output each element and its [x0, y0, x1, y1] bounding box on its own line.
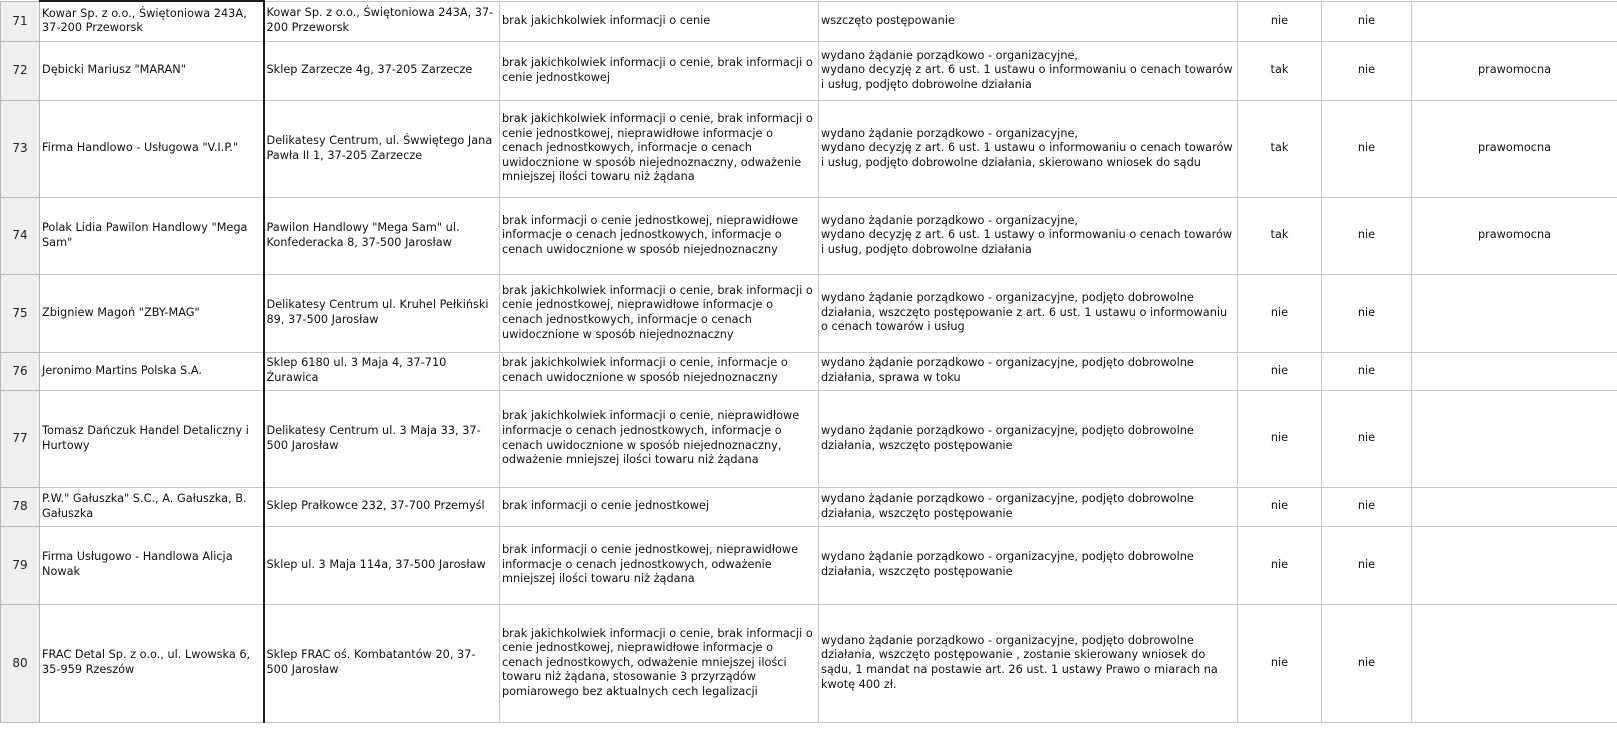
row-header[interactable]	[1, 1, 40, 41]
cell-company[interactable]	[40, 197, 264, 274]
cell-company-text: Zbigniew Magoń "ZBY-MAG"	[42, 305, 200, 319]
cell-actions-text: wydano żądanie porządkowo - organizacyjne, podjęto dobrowolne działania, wszczęto postępowanie	[821, 550, 1194, 578]
row-header-text: 74	[12, 228, 28, 243]
cell-company[interactable]	[40, 604, 264, 722]
cell-actions[interactable]	[819, 487, 1238, 526]
cell-status[interactable]	[1412, 1, 1617, 41]
cell-company-text: Tomasz Dańczuk Handel Detaliczny i Hurtowy	[42, 423, 249, 452]
cell-findings[interactable]	[500, 1, 819, 41]
row-header[interactable]	[1, 604, 40, 722]
cell-decision-text: tak	[1270, 141, 1289, 155]
cell-court[interactable]	[1322, 526, 1412, 604]
cell-shop-text: Delikatesy Centrum ul. 3 Maja 33, 37-500 Jarosław	[266, 423, 481, 452]
cell-decision[interactable]	[1238, 41, 1322, 100]
cell-court-text: nie	[1357, 228, 1376, 242]
cell-decision-text: nie	[1270, 499, 1289, 513]
cell-court-text: nie	[1357, 499, 1376, 513]
cell-findings[interactable]	[500, 526, 819, 604]
cell-company[interactable]	[40, 487, 264, 526]
cell-decision[interactable]	[1238, 197, 1322, 274]
cell-shop-text: Sklep ul. 3 Maja 114a, 37-500 Jarosław	[266, 557, 486, 571]
cell-findings-text: brak jakichkolwiek informacji o cenie, brak informacji o cenie jednostkowej, nieprawidłowe informacje o cenach jednostkowych, informacje o cenach uwidocznione w sposób niejednoznaczny, odważenie mniejszej ilości towaru niż żądana	[502, 112, 813, 184]
cell-findings[interactable]	[500, 487, 819, 526]
cell-decision[interactable]	[1238, 390, 1322, 487]
cell-company-text: P.W." Gałuszka" S.C., A. Gałuszka, B. Gałuszka	[42, 491, 247, 520]
table-row	[1, 100, 1617, 197]
cell-findings[interactable]	[500, 604, 819, 722]
row-header[interactable]	[1, 197, 40, 274]
cell-court[interactable]	[1322, 100, 1412, 197]
cell-company[interactable]	[40, 41, 264, 100]
cell-findings-text: brak jakichkolwiek informacji o cenie, brak informacji o cenie jednostkowej, nieprawidłowe informacje o cenach jednostkowych, informacje o cenach uwidocznione w sposób niejednoznaczny	[502, 283, 813, 341]
table-row	[1, 197, 1617, 274]
cell-decision-text: nie	[1270, 13, 1289, 27]
cell-decision-text: tak	[1270, 63, 1289, 77]
cell-actions[interactable]	[819, 41, 1238, 100]
cell-decision[interactable]	[1238, 352, 1322, 390]
cell-court[interactable]	[1322, 390, 1412, 487]
row-header[interactable]	[1, 274, 40, 352]
cell-decision[interactable]	[1238, 274, 1322, 352]
cell-company-text: Kowar Sp. z o.o., Świętoniowa 243A, 37-200 Przeworsk	[42, 6, 247, 35]
cell-actions[interactable]	[819, 197, 1238, 274]
row-header-text: 73	[12, 141, 28, 156]
cell-status[interactable]	[1412, 197, 1617, 274]
cell-shop-text: Delikatesy Centrum, ul. Śwwiętego Jana Pawła II 1, 37-205 Zarzecze	[266, 133, 493, 162]
row-header-text: 79	[12, 557, 28, 572]
cell-status[interactable]	[1412, 604, 1617, 722]
cell-findings[interactable]	[500, 274, 819, 352]
cell-company-text: Firma Usługowo - Handlowa Alicja Nowak	[42, 550, 233, 578]
cell-court-text: nie	[1357, 363, 1376, 377]
cell-shop[interactable]	[264, 197, 500, 274]
cell-company-text: Dębicki Mariusz "MARAN"	[42, 63, 186, 77]
cell-shop[interactable]	[264, 274, 500, 352]
cell-shop[interactable]	[264, 526, 500, 604]
cell-status-text: prawomocna	[1477, 141, 1552, 155]
cell-findings-text: brak informacji o cenie jednostkowej, nieprawidłowe informacje o cenach jednostkowych, informacje o cenach uwidocznione w sposób niejednoznaczny	[502, 213, 799, 256]
cell-actions-text: wydano żądanie porządkowo - organizacyjne, wydano decyzję z art. 6 ust. 1 ustawy o informowaniu o cenach towarów i usług, podjęto dobrowolne działania	[821, 213, 1233, 256]
cell-decision[interactable]	[1238, 604, 1322, 722]
cell-decision[interactable]	[1238, 487, 1322, 526]
row-header-text: 77	[12, 431, 28, 446]
cell-actions-text: wydano żądanie porządkowo - organizacyjne, wydano decyzję z art. 6 ust. 1 ustawu o informowaniu o cenach towarów i usług, podjęto dobrowolne działania, skierowano wniosek do sądu	[821, 126, 1233, 169]
table-row	[1, 604, 1617, 722]
cell-company[interactable]	[40, 352, 264, 390]
table-row	[1, 1, 1617, 41]
cell-decision-text: nie	[1270, 363, 1289, 377]
table-row	[1, 390, 1617, 487]
cell-court[interactable]	[1322, 41, 1412, 100]
cell-findings-text: brak jakichkolwiek informacji o cenie, nieprawidłowe informacje o cenach jednostkowych, informacje o cenach uwidocznione w sposób niejednoznaczny, odważenie mniejszej ilości towaru niż żądana	[502, 409, 800, 467]
cell-actions-text: wydano żądanie porządkowo - organizacyjne, podjęto dobrowolne działania, wszczęto postępowanie , zostanie skierowany wniosek do sądu, 1 mandat na postawie art. 26 ust. 1 ustawy Prawo o miarach na kwotę 400 zł.	[821, 633, 1218, 691]
cell-status[interactable]	[1412, 487, 1617, 526]
cell-findings[interactable]	[500, 352, 819, 390]
cell-status-text: prawomocna	[1477, 63, 1552, 77]
cell-actions-text: wydano żądanie porządkowo - organizacyjne, podjęto dobrowolne działania, wszczęto postępowanie	[821, 491, 1194, 520]
cell-shop[interactable]	[264, 100, 500, 197]
cell-findings-text: brak jakichkolwiek informacji o cenie, brak informacji o cenie jednostkowej	[502, 55, 813, 84]
cell-status[interactable]	[1412, 100, 1617, 197]
cell-shop-text: Pawilon Handlowy "Mega Sam" ul. Konfederacka 8, 37-500 Jarosław	[266, 220, 460, 249]
cell-shop[interactable]	[264, 352, 500, 390]
cell-company-text: FRAC Detal Sp. z o.o., ul. Lwowska 6, 35-959 Rzeszów	[42, 648, 251, 676]
cell-court-text: nie	[1357, 13, 1376, 27]
row-header-text: 76	[12, 363, 28, 378]
cell-actions-text: wydano żądanie porządkowo - organizacyjne, podjęto dobrowolne działania, wszczęto postępowanie z art. 6 ust. 1 ustawu o informowaniu o cenach towarów i usług	[821, 291, 1228, 334]
cell-company[interactable]	[40, 274, 264, 352]
cell-decision-text: nie	[1270, 557, 1289, 571]
cell-company-text: Polak Lidia Pawilon Handlowy "Mega Sam"	[42, 220, 248, 249]
cell-actions[interactable]	[819, 1, 1238, 41]
cell-shop[interactable]	[264, 1, 500, 41]
cell-company[interactable]	[40, 526, 264, 604]
cell-findings[interactable]	[500, 197, 819, 274]
cell-actions[interactable]	[819, 352, 1238, 390]
cell-shop-text: Sklep FRAC oś. Kombatantów 20, 37-500 Jarosław	[266, 648, 476, 676]
cell-actions[interactable]	[819, 604, 1238, 722]
cell-court[interactable]	[1322, 1, 1412, 41]
cell-actions[interactable]	[819, 526, 1238, 604]
cell-decision[interactable]	[1238, 100, 1322, 197]
cell-actions-text: wydano żądanie porządkowo - organizacyjne, podjęto dobrowolne działania, wszczęto postępowanie	[821, 423, 1194, 452]
cell-court[interactable]	[1322, 352, 1412, 390]
row-header-text: 75	[12, 305, 28, 320]
cell-findings-text: brak jakichkolwiek informacji o cenie	[502, 13, 711, 27]
cell-actions-text: wydano żądanie porządkowo - organizacyjne, wydano decyzję z art. 6 ust. 1 ustawu o informowaniu o cenach towarów i usług, podjęto dobrowolne działania	[821, 48, 1233, 91]
row-header[interactable]	[1, 487, 40, 526]
cell-shop-text: Kowar Sp. z o.o., Świętoniowa 243A, 37-200 Przeworsk	[266, 6, 494, 34]
row-header-text: 72	[12, 63, 28, 78]
row-header[interactable]	[1, 390, 40, 487]
cell-company[interactable]	[40, 390, 264, 487]
cell-findings-text: brak jakichkolwiek informacji o cenie, informacje o cenach uwidocznione w sposób niejednoznaczny	[502, 356, 788, 384]
table-row	[1, 487, 1617, 526]
row-header-text: 71	[12, 13, 28, 28]
cell-status[interactable]	[1412, 274, 1617, 352]
cell-shop[interactable]	[264, 487, 500, 526]
row-header-text: 78	[12, 499, 28, 514]
cell-company-text: Firma Handlowo - Usługowa "V.I.P."	[42, 141, 239, 155]
cell-findings[interactable]	[500, 100, 819, 197]
cell-actions-text: wszczęto postępowanie	[821, 13, 955, 27]
cell-shop-text: Sklep Prałkowce 232, 37-700 Przemyśl	[266, 499, 485, 513]
cell-actions[interactable]	[819, 274, 1238, 352]
cell-findings-text: brak informacji o cenie jednostkowej	[502, 499, 710, 513]
cell-company[interactable]	[40, 100, 264, 197]
cell-actions[interactable]	[819, 100, 1238, 197]
cell-court[interactable]	[1322, 487, 1412, 526]
cell-shop-text: Sklep 6180 ul. 3 Maja 4, 37-710 Żurawica	[266, 356, 447, 384]
table-row	[1, 274, 1617, 352]
cell-court-text: nie	[1357, 141, 1376, 155]
cell-court[interactable]	[1322, 274, 1412, 352]
cell-decision-text: tak	[1270, 228, 1289, 242]
cell-court-text: nie	[1357, 431, 1376, 445]
cell-decision-text: nie	[1270, 431, 1289, 445]
cell-status[interactable]	[1412, 526, 1617, 604]
table-row	[1, 41, 1617, 100]
cell-shop-text: Delikatesy Centrum ul. Kruhel Pełkiński 89, 37-500 Jarosław	[266, 298, 489, 326]
row-header[interactable]	[1, 41, 40, 100]
cell-court-text: nie	[1357, 557, 1376, 571]
cell-company[interactable]	[40, 1, 264, 41]
cell-actions-text: wydano żądanie porządkowo - organizacyjne, podjęto dobrowolne działania, sprawa w toku	[821, 356, 1194, 384]
table-body	[1, 1, 1617, 722]
row-header-text: 80	[12, 655, 28, 670]
cell-shop[interactable]	[264, 390, 500, 487]
cell-shop[interactable]	[264, 604, 500, 722]
cell-findings-text: brak informacji o cenie jednostkowej, nieprawidłowe informacje o cenach jednostkowych, odważenie mniejszej ilości towaru niż żądana	[502, 543, 799, 586]
cell-status[interactable]	[1412, 352, 1617, 390]
cell-court-text: nie	[1357, 655, 1376, 669]
cell-decision-text: nie	[1270, 305, 1289, 319]
cell-shop-text: Sklep Zarzecze 4g, 37-205 Zarzecze	[266, 63, 473, 77]
cell-decision[interactable]	[1238, 1, 1322, 41]
cell-court[interactable]	[1322, 604, 1412, 722]
cell-court[interactable]	[1322, 197, 1412, 274]
cell-findings-text: brak jakichkolwiek informacji o cenie, brak informacji o cenie jednostkowej, nieprawidłowe informacje o cenach jednostkowych, odważenie mniejszej ilości towaru niż żądana, stosowanie 3 przyrządów pomiarowego bez aktualnych cech legalizacji	[502, 626, 813, 698]
cell-court-text: nie	[1357, 305, 1376, 319]
cell-company-text: Jeronimo Martins Polska S.A.	[42, 363, 202, 377]
cell-status[interactable]	[1412, 390, 1617, 487]
cell-actions[interactable]	[819, 390, 1238, 487]
cell-status[interactable]	[1412, 41, 1617, 100]
cell-court-text: nie	[1357, 63, 1376, 77]
row-header[interactable]	[1, 352, 40, 390]
cell-shop[interactable]	[264, 41, 500, 100]
cell-findings[interactable]	[500, 390, 819, 487]
cell-decision[interactable]	[1238, 526, 1322, 604]
table-row	[1, 352, 1617, 390]
cell-decision-text: nie	[1270, 655, 1289, 669]
cell-findings[interactable]	[500, 41, 819, 100]
table-row	[1, 526, 1617, 604]
row-header[interactable]	[1, 100, 40, 197]
row-header[interactable]	[1, 526, 40, 604]
cell-status-text: prawomocna	[1477, 228, 1552, 242]
